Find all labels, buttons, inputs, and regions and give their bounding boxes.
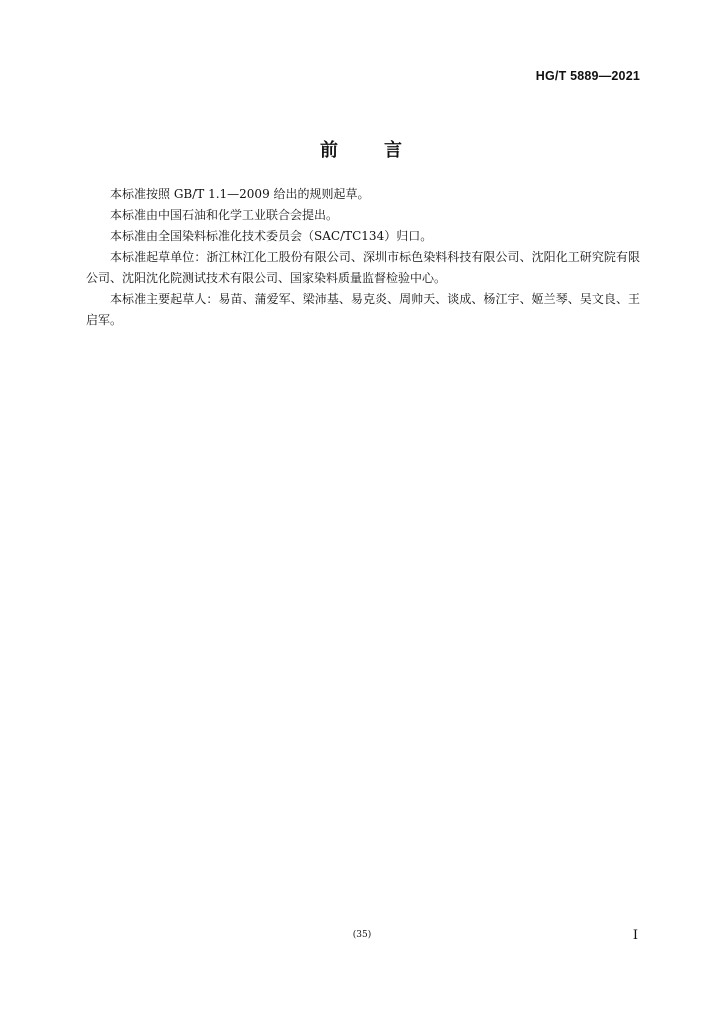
foreword-body <box>86 184 640 331</box>
standard-code: HG/T 5889—2021 <box>535 69 640 83</box>
paragraph-main-drafters: 本标准主要起草人：易苗、蒲爱军、梁沛基、易克炎、周帅天、谈成、杨江宇、姬兰琴、吴文良、王启军。 <box>86 292 640 327</box>
page-number: (35) <box>352 930 372 940</box>
paragraph-drafting-rules: 本标准按照 GB/T 1.1—2009 给出的规则起草。 <box>110 187 370 201</box>
paragraph-drafting-units: 本标准起草单位：浙江林江化工股份有限公司、深圳市标色染料科技有限公司、沈阳化工研究院有限公司、沈阳沈化院测试技术有限公司、国家染料质量监督检验中心。 <box>86 250 640 285</box>
paragraph-administrator: 本标准由全国染料标准化技术委员会（SAC/TC134）归口。 <box>110 229 433 243</box>
title-char-left: 前 <box>320 140 340 161</box>
roman-page-number: I <box>632 928 638 943</box>
page-title <box>0 136 724 162</box>
title-char-right: 言 <box>384 140 404 161</box>
paragraph-proposer: 本标准由中国石油和化学工业联合会提出。 <box>110 208 339 222</box>
